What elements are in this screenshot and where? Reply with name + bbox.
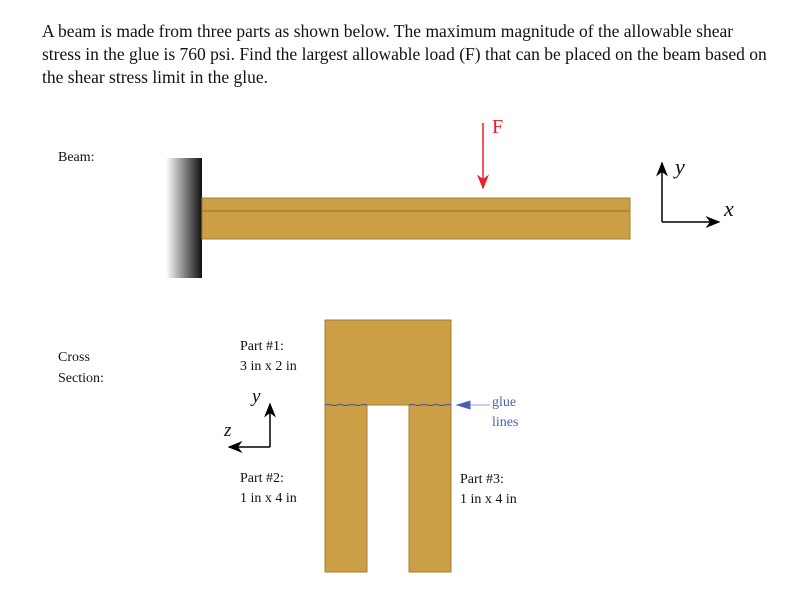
part-1-dims: 3 in x 2 in xyxy=(240,359,297,374)
part-1 xyxy=(325,320,451,405)
part-3-dims: 1 in x 4 in xyxy=(460,492,517,507)
part-2-dims: 1 in x 4 in xyxy=(240,491,297,506)
glue-label-1: glue xyxy=(492,395,517,410)
part-2 xyxy=(325,405,367,572)
x-axis-label: x xyxy=(724,196,734,221)
part-1-name: Part #1: xyxy=(240,339,284,354)
cross-label-1: Cross xyxy=(58,350,90,365)
force-label: F xyxy=(492,116,504,138)
part-2-name: Part #2: xyxy=(240,471,284,486)
cross-label-2: Section: xyxy=(58,371,104,386)
part-3 xyxy=(409,405,451,572)
part-3-name: Part #3: xyxy=(460,472,504,487)
y-axis-label: y xyxy=(675,154,685,179)
problem-statement: A beam is made from three parts as shown below. The maximum magnitude of the allowable shear stress in the glue is 760 psi. Find the largest allowable load (F) that can be placed on the beam based on the shear stress limit in the glue. xyxy=(42,21,767,87)
glue-label-2: lines xyxy=(492,415,519,430)
cross-z-label: z xyxy=(224,420,232,441)
beam-label: Beam: xyxy=(58,150,95,165)
beam-side-view xyxy=(202,198,630,239)
cross-y-label: y xyxy=(252,386,261,407)
wall-support xyxy=(166,158,202,278)
